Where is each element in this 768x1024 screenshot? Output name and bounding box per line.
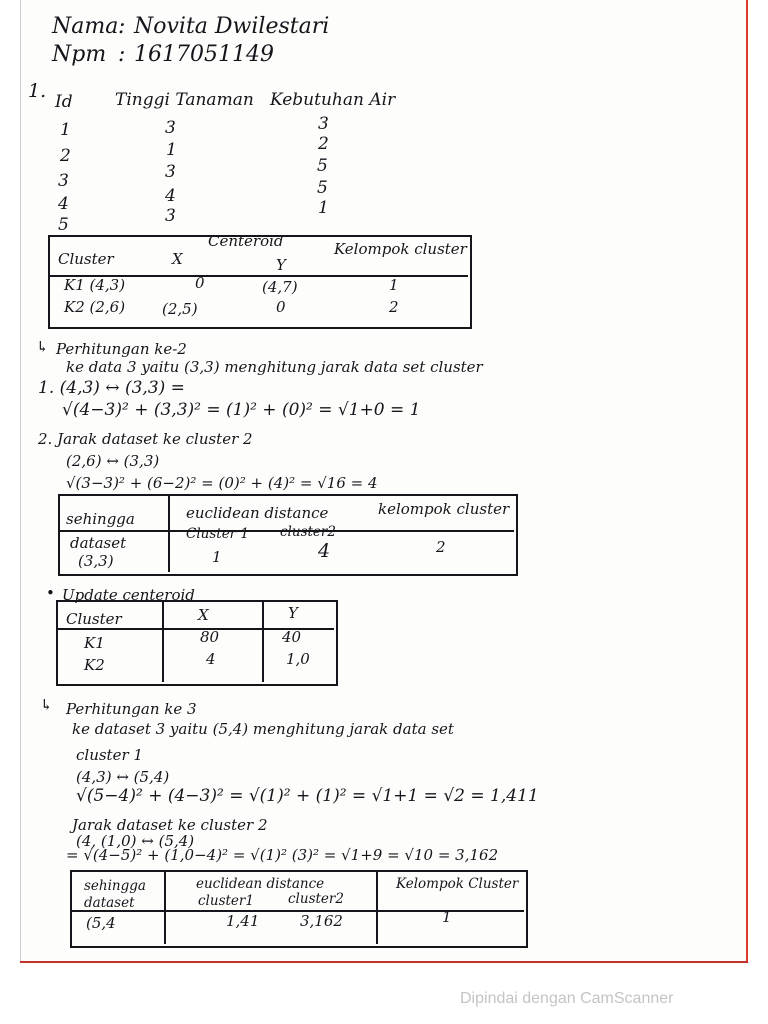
problem-number: 1. (28, 80, 47, 102)
centroid-row-cluster: K1 (4,3) (64, 276, 126, 294)
calc2-step1-label: 1. (4,3) ↔ (3,3) = (38, 378, 185, 398)
centroid-header-y: Y (276, 256, 286, 274)
calc3-title: Perhitungan ke 3 (66, 700, 197, 718)
page-edge-red-bottom (20, 961, 748, 963)
result3-header-dataset: dataset (84, 895, 135, 911)
page-edge-red (746, 0, 748, 962)
npm-label: Npm (52, 42, 107, 67)
update-row-cluster: K2 (84, 656, 105, 674)
result2-col-divider (168, 496, 170, 572)
calc2-arrow: ↳ (36, 338, 49, 356)
result2-cluster1-value: 1 (212, 548, 222, 566)
tinggi-cell: 1 (166, 140, 177, 160)
col-header-tinggi: Tinggi Tanaman (115, 90, 254, 110)
calc3-line1: ke dataset 3 yaitu (5,4) menghitung jarak data set (72, 720, 454, 738)
air-cell: 5 (317, 156, 328, 176)
centroid-header-kelompok: Kelompok cluster (334, 240, 467, 258)
update-row-y: 1,0 (286, 650, 310, 668)
result3-table-divider (72, 910, 524, 912)
centroid-row-y: 0 (276, 298, 286, 316)
npm-separator: : (118, 42, 126, 67)
result2-header-euclidean: euclidean distance (186, 504, 329, 522)
centroid-header-centeroid: Centeroid (208, 232, 284, 250)
calc2-step2-formula: √(3−3)² + (6−2)² = (0)² + (4)² = √16 = 4 (66, 474, 378, 492)
result3-cluster1-value: 1,41 (226, 912, 260, 930)
air-cell: 1 (318, 198, 329, 218)
result3-header-euclidean: euclidean distance (196, 876, 325, 892)
centroid-row-x: 0 (195, 274, 205, 292)
result2-header-sehingga: sehingga (66, 510, 135, 528)
update-bullet: • (46, 584, 55, 602)
update-title: Update centeroid (62, 586, 195, 604)
id-cell: 3 (58, 171, 69, 191)
id-cell: 2 (60, 146, 71, 166)
result2-header-cluster2: cluster2 (280, 524, 336, 540)
id-cell: 4 (58, 194, 69, 214)
air-cell: 2 (318, 134, 329, 154)
calc2-title: Perhitungan ke-2 (56, 340, 187, 358)
centroid-header-x: X (172, 250, 183, 268)
result2-header-cluster1: Cluster 1 (186, 526, 250, 542)
calc3-jarak2: Jarak dataset ke cluster 2 (72, 816, 268, 834)
update-row-y: 40 (282, 628, 302, 646)
centroid-header-cluster: Cluster (58, 250, 114, 268)
result3-kelompok-value: 1 (442, 908, 452, 926)
result3-header-sehingga: sehingga (84, 878, 146, 894)
centroid-row-x: (2,5) (162, 300, 198, 318)
calc2-step2-pair: (2,6) ↔ (3,3) (66, 452, 160, 470)
nama-label: Nama (52, 14, 119, 39)
nama-value: Novita Dwilestari (134, 14, 330, 39)
calc2-step2-label: 2. Jarak dataset ke cluster 2 (38, 430, 253, 448)
result3-header-cluster1: cluster1 (198, 893, 254, 909)
update-row-x: 4 (206, 650, 216, 668)
result3-dataset-value: (5,4 (86, 914, 116, 932)
nama-separator: : (118, 14, 126, 39)
centroid-row-y: (4,7) (262, 278, 298, 296)
update-header-x: X (198, 606, 209, 624)
result3-header-cluster2: cluster2 (288, 891, 344, 907)
calc2-step1-formula: √(4−3)² + (3,3)² = (1)² + (0)² = √1+0 = 1 (62, 400, 421, 420)
npm-value: 1617051149 (134, 42, 274, 67)
calc3-line2: cluster 1 (76, 746, 143, 764)
calc2-subtitle: ke data 3 yaitu (3,3) menghitung jarak data set cluster (66, 358, 483, 376)
update-header-y: Y (288, 604, 298, 622)
tinggi-cell: 3 (165, 118, 176, 138)
calc3-formula2: = √(4−5)² + (1,0−4)² = √(1)² (3)² = √1+9 = √10 = 3,162 (66, 846, 499, 864)
centroid-row-cluster: K2 (2,6) (64, 298, 126, 316)
calc3-formula1: √(5−4)² + (4−3)² = √(1)² + (1)² = √1+1 = √2 = 1,411 (76, 786, 539, 806)
calc3-arrow: ↳ (40, 696, 53, 714)
id-cell: 1 (60, 120, 71, 140)
camscanner-watermark: Dipindai dengan CamScanner (460, 990, 674, 1007)
result3-col-divider (164, 872, 166, 944)
result3-header-kelompok: Kelompok Cluster (396, 876, 519, 892)
calc3-pair2: (4, (1,0) ↔ (5,4) (76, 832, 195, 850)
result2-kelompok-value: 2 (436, 538, 446, 556)
tinggi-cell: 4 (165, 186, 176, 206)
result2-dataset-label: dataset (70, 534, 127, 552)
result2-dataset-value: (3,3) (78, 552, 114, 570)
tinggi-cell: 3 (165, 162, 176, 182)
col-header-id: Id (55, 92, 73, 112)
update-col-divider (262, 602, 264, 682)
calc3-pair1: (4,3) ↔ (5,4) (76, 768, 170, 786)
air-cell: 5 (317, 178, 328, 198)
result2-header-kelompok: kelompok cluster (378, 500, 510, 518)
id-cell: 5 (58, 215, 69, 235)
centroid-row-kelompok: 2 (389, 298, 399, 316)
air-cell: 3 (318, 114, 329, 134)
result3-col-divider (376, 872, 378, 944)
result2-cluster2-value: 4 (318, 540, 331, 562)
tinggi-cell: 3 (165, 206, 176, 226)
update-header-cluster: Cluster (66, 610, 122, 628)
centroid-row-kelompok: 1 (389, 276, 399, 294)
update-row-cluster: K1 (84, 634, 105, 652)
update-col-divider (162, 602, 164, 682)
result3-cluster2-value: 3,162 (300, 912, 343, 930)
update-row-x: 80 (200, 628, 220, 646)
col-header-air: Kebutuhan Air (270, 90, 396, 110)
